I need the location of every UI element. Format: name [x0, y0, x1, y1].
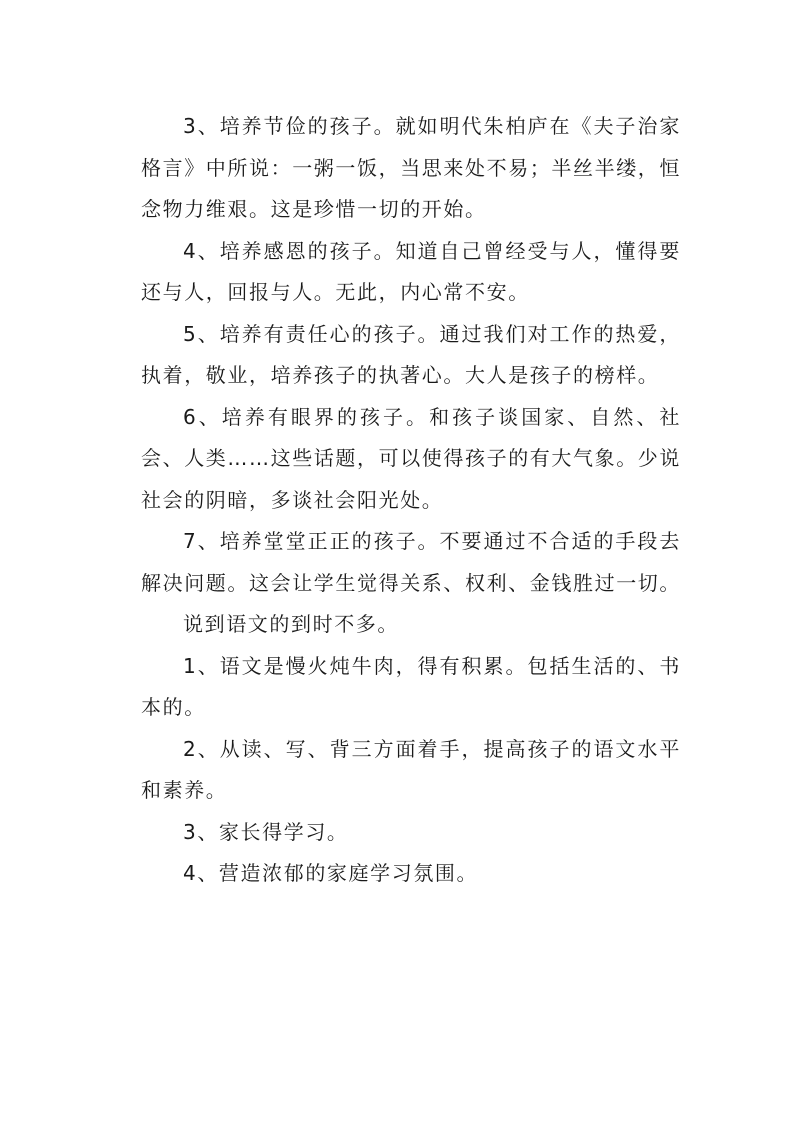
paragraph-chinese-1: 1、语文是慢火炖牛肉，得有积累。包括生活的、书本的。	[141, 653, 681, 719]
paragraph-chinese-3: 3、家长得学习。	[183, 819, 349, 844]
paragraph-responsible: 5、培养有责任心的孩子。通过我们对工作的热爱，执着，敬业，培养孩子的执著心。大人是孩子的榜样。	[141, 321, 681, 387]
document-body	[141, 106, 681, 895]
paragraph-frugal: 3、培养节俭的孩子。就如明代朱柏庐在《夫子治家格言》中所说：一粥一饭，当思来处不易；半丝半缕，恒念物力维艰。这是珍惜一切的开始。	[141, 114, 681, 221]
paragraph-chinese-intro: 说到语文的到时不多。	[183, 612, 399, 636]
paragraph-chinese-4: 4、营造浓郁的家庭学习氛围。	[183, 861, 479, 885]
paragraph-grateful: 4、培养感恩的孩子。知道自己曾经受与人，懂得要还与人，回报与人。无此，内心常不安。	[141, 238, 681, 304]
paragraph-upright: 7、培养堂堂正正的孩子。不要通过不合适的手段去解决问题。这会让学生觉得关系、权利、金钱胜过一切。	[141, 529, 681, 595]
paragraph-vision: 6、培养有眼界的孩子。和孩子谈国家、自然、社会、人类……这些话题，可以使得孩子的有大气象。少说社会的阴暗，多谈社会阳光处。	[141, 404, 681, 512]
paragraph-chinese-2: 2、从读、写、背三方面着手，提高孩子的语文水平和素养。	[141, 736, 681, 802]
